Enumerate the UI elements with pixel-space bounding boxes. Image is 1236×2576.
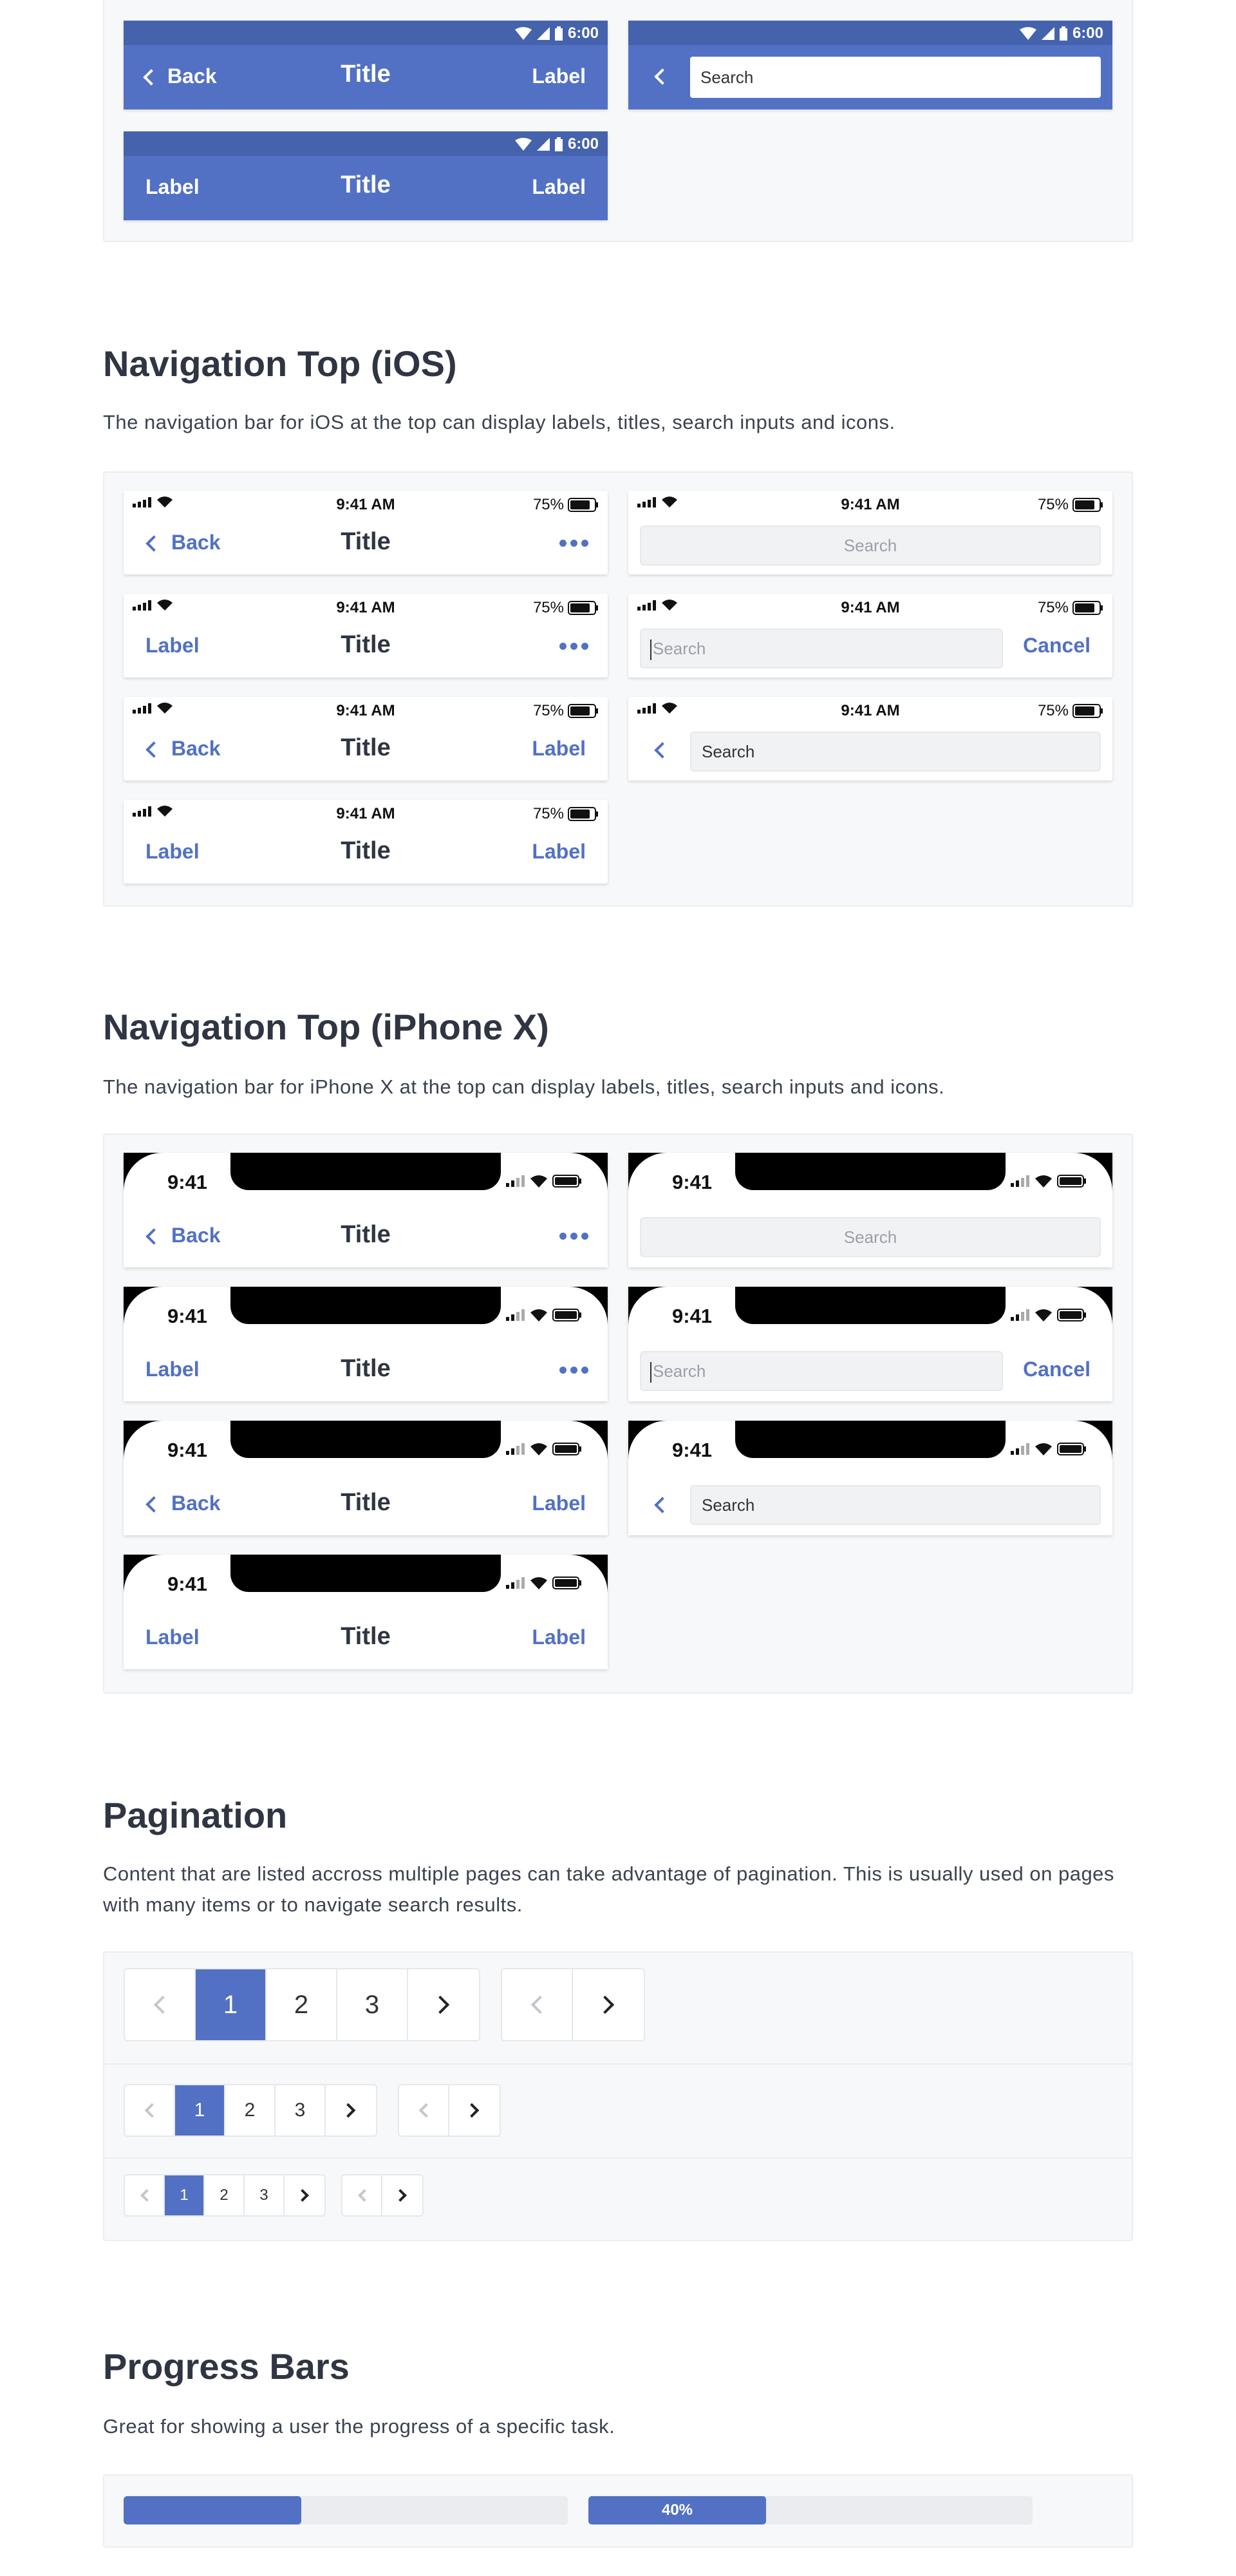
signal-bars-icon	[1011, 1309, 1030, 1321]
page-button[interactable]	[225, 2085, 276, 2136]
status-time: 9:41	[167, 1171, 208, 1193]
pagination-numbered	[124, 2084, 377, 2137]
signal-bars-icon	[1011, 1175, 1030, 1187]
right-label-button[interactable]: Label	[532, 737, 586, 760]
status-time: 9:41	[672, 1305, 713, 1327]
signal-icon	[537, 27, 550, 40]
ios-nav-bar	[628, 594, 1112, 677]
prev-page-button[interactable]	[125, 2085, 175, 2136]
page-button[interactable]	[165, 2175, 205, 2215]
chevron-right-icon	[431, 1996, 449, 2014]
right-label-button[interactable]: Label	[532, 1492, 586, 1515]
more-icon[interactable]	[559, 1367, 588, 1374]
page-button[interactable]	[205, 2175, 245, 2215]
progress-fill: 40%	[588, 2496, 766, 2524]
status-time: 9:41	[167, 1573, 208, 1595]
right-label-button[interactable]: Label	[532, 840, 586, 863]
right-label-button[interactable]: Label	[532, 64, 586, 88]
chevron-left-icon	[531, 1996, 549, 2014]
back-label: Back	[171, 531, 221, 554]
left-label-button[interactable]: Label	[145, 634, 200, 657]
back-label: Back	[171, 1224, 221, 1247]
battery-icon	[552, 1175, 582, 1188]
android-status-bar	[628, 21, 1112, 45]
page-button[interactable]	[175, 2085, 225, 2136]
section-title-ios: Navigation Top (iOS)	[103, 343, 457, 384]
wifi-icon	[515, 27, 532, 40]
signal-bars-icon	[1011, 1443, 1030, 1455]
cancel-button[interactable]: Cancel	[1023, 1358, 1091, 1381]
status-time: 9:41	[167, 1305, 208, 1327]
status-time: 6:00	[567, 24, 599, 42]
search-input[interactable]: Search	[640, 1217, 1101, 1257]
page-number: 3	[294, 2099, 306, 2121]
notch	[230, 1555, 501, 1592]
ios-nav-bar	[628, 491, 1112, 574]
wifi-icon	[1020, 27, 1036, 40]
page-number: 1	[180, 2186, 189, 2204]
wifi-icon	[1035, 1443, 1052, 1455]
prev-page-button[interactable]	[399, 2085, 449, 2136]
status-time: 9:41 AM	[336, 496, 395, 513]
chevron-right-icon	[596, 1996, 614, 2014]
prev-page-button[interactable]	[125, 1969, 196, 2040]
android-status-bar	[124, 131, 608, 156]
nav-title: Title	[341, 1489, 391, 1516]
android-nav-bar-labels	[124, 131, 608, 220]
battery-icon	[1072, 498, 1103, 512]
notch	[230, 1421, 501, 1458]
nav-title: Title	[341, 528, 391, 555]
nav-title: Title	[341, 171, 391, 198]
status-time: 9:41 AM	[336, 805, 395, 822]
left-label-button[interactable]: Label	[145, 840, 200, 863]
wifi-icon	[530, 1309, 547, 1321]
battery-icon	[1057, 1443, 1087, 1455]
signal-icon	[537, 138, 550, 151]
cancel-button[interactable]: Cancel	[1023, 634, 1091, 657]
next-page-button[interactable]	[449, 2085, 500, 2136]
pagination-arrows	[398, 2084, 501, 2137]
page-number: 3	[259, 2186, 268, 2204]
battery-icon	[568, 807, 599, 821]
left-label-button[interactable]: Label	[145, 1358, 200, 1381]
notch	[230, 1287, 501, 1324]
chevron-left-icon	[358, 2189, 371, 2202]
battery-icon	[1057, 1309, 1087, 1321]
divider	[104, 2157, 1132, 2159]
iphonex-nav-bar	[124, 1153, 608, 1267]
section-title-progress: Progress Bars	[103, 2346, 350, 2387]
battery-icon	[1072, 704, 1103, 718]
android-status-bar	[124, 21, 608, 45]
wifi-icon	[530, 1577, 547, 1589]
page-number: 1	[223, 1990, 238, 2019]
status-icons	[506, 1175, 582, 1188]
status-icons	[1011, 1309, 1087, 1321]
chevron-left-icon	[140, 2189, 153, 2202]
page-number: 2	[294, 1990, 309, 2019]
search-input[interactable]: Search	[690, 57, 1101, 98]
page-number: 2	[220, 2186, 229, 2204]
status-time: 9:41 AM	[841, 702, 900, 719]
back-chevron-icon[interactable]	[654, 68, 670, 84]
pagination-arrows	[341, 2174, 424, 2217]
signal-bars-icon	[506, 1443, 525, 1455]
status-time: 6:00	[1072, 24, 1103, 42]
battery-group	[1038, 496, 1103, 514]
nav-title: Title	[341, 61, 391, 88]
notch	[230, 1153, 501, 1190]
more-icon[interactable]	[559, 643, 588, 650]
android-nav-bar-back	[124, 21, 608, 109]
iphonex-nav-bar	[628, 1153, 1112, 1267]
page-button[interactable]	[267, 1969, 337, 2040]
status-time: 9:41	[672, 1171, 713, 1193]
left-label-button[interactable]: Label	[145, 175, 200, 198]
section-title-pagination: Pagination	[103, 1795, 288, 1835]
iphonex-nav-bar	[628, 1287, 1112, 1401]
battery-percent: 75%	[532, 702, 564, 719]
back-label: Back	[167, 64, 217, 88]
notch	[735, 1421, 1006, 1458]
next-page-button[interactable]	[573, 1969, 644, 2040]
next-page-button[interactable]	[326, 2085, 376, 2136]
pagination-arrows	[501, 1968, 645, 2041]
pagination-numbered	[124, 2174, 326, 2217]
iphonex-nav-bar	[124, 1555, 608, 1669]
page-number: 2	[244, 2099, 256, 2121]
nav-title: Title	[341, 837, 391, 864]
status-icons	[506, 1309, 582, 1321]
search-input[interactable]	[640, 629, 1003, 668]
signal-icon	[1042, 27, 1054, 40]
battery-icon	[555, 137, 563, 151]
status-time: 9:41 AM	[841, 496, 900, 513]
signal-bars-icon	[506, 1175, 525, 1187]
page-button[interactable]	[276, 2085, 326, 2136]
progress-bar-plain	[124, 2496, 568, 2524]
search-input[interactable]: Search	[640, 526, 1101, 565]
page-button[interactable]	[337, 1969, 408, 2040]
page-number: 3	[364, 1990, 380, 2019]
battery-icon	[1057, 1175, 1087, 1188]
battery-percent: 75%	[1037, 599, 1069, 616]
iphonex-nav-bar	[124, 1421, 608, 1535]
more-icon[interactable]	[559, 540, 588, 547]
status-time: 6:00	[567, 135, 599, 153]
chevron-left-icon	[145, 2103, 160, 2118]
notch	[735, 1287, 1006, 1324]
android-nav-bar-search	[628, 21, 1112, 109]
right-label-button[interactable]: Label	[532, 175, 586, 198]
status-time: 9:41	[167, 1439, 208, 1461]
section-desc-ios: The navigation bar for iOS at the top can display labels, titles, search inputs and icons.	[103, 411, 895, 433]
signal-bars-icon	[506, 1577, 525, 1589]
section-title-iphonex: Navigation Top (iPhone X)	[103, 1007, 549, 1047]
battery-icon	[568, 601, 599, 615]
chevron-right-icon	[341, 2103, 356, 2118]
nav-title: Title	[341, 1221, 391, 1248]
status-time: 9:41	[672, 1439, 713, 1461]
wifi-icon	[530, 1443, 547, 1455]
next-page-button[interactable]	[408, 1969, 479, 2040]
status-time: 9:41 AM	[336, 702, 395, 719]
section-desc-progress: Great for showing a user the progress of a specific task.	[103, 2415, 615, 2438]
section-desc-iphonex: The navigation bar for iPhone X at the top can display labels, titles, search inputs and icons.	[103, 1075, 945, 1098]
search-input[interactable]: Search	[690, 732, 1101, 772]
next-page-button[interactable]	[285, 2175, 324, 2215]
divider	[104, 2063, 1132, 2065]
ios-nav-bar	[628, 697, 1112, 781]
battery-icon	[555, 26, 563, 41]
more-icon[interactable]	[559, 1233, 588, 1240]
ios-nav-bar	[124, 594, 608, 677]
search-input[interactable]	[640, 1351, 1003, 1391]
nav-title: Title	[341, 734, 391, 761]
progress-fill	[124, 2496, 301, 2524]
signal-bars-icon	[506, 1309, 525, 1321]
iphonex-nav-bar	[628, 1421, 1112, 1535]
status-icons	[506, 1577, 582, 1589]
ios-nav-bar	[124, 697, 608, 781]
battery-percent: 75%	[1037, 702, 1069, 719]
page-button[interactable]	[245, 2175, 285, 2215]
battery-icon	[1072, 601, 1103, 615]
battery-icon	[568, 704, 599, 718]
search-placeholder: Search	[653, 639, 706, 658]
iphonex-nav-bar	[124, 1287, 608, 1401]
pagination-numbered	[124, 1968, 480, 2041]
prev-page-button[interactable]	[125, 2175, 165, 2215]
chevron-right-icon	[296, 2189, 309, 2202]
nav-title: Title	[341, 631, 391, 658]
nav-title: Title	[341, 1355, 391, 1382]
status-icons	[1011, 1175, 1087, 1188]
prev-page-button[interactable]	[502, 1969, 573, 2040]
back-label: Back	[171, 737, 221, 760]
battery-group	[1038, 599, 1103, 617]
right-label-button[interactable]: Label	[532, 1625, 586, 1649]
battery-percent: 75%	[532, 805, 564, 822]
back-label: Back	[171, 1492, 221, 1515]
battery-percent: 75%	[532, 599, 564, 616]
text-cursor	[650, 639, 651, 660]
chevron-left-icon	[154, 1996, 172, 2014]
search-placeholder: Search	[653, 1361, 706, 1381]
wifi-icon	[515, 138, 532, 151]
text-cursor	[650, 1362, 651, 1383]
battery-group	[533, 496, 599, 514]
section-desc-pagination: Content that are listed accross multiple pages can take advantage of pagination. This is usually used on pages with many items or to navigate search results.	[103, 1862, 1114, 1916]
status-time: 9:41 AM	[841, 599, 900, 616]
prev-page-button[interactable]	[342, 2175, 382, 2215]
wifi-icon	[530, 1175, 547, 1188]
status-time: 9:41 AM	[336, 599, 395, 616]
battery-group	[533, 702, 599, 720]
left-label-button[interactable]: Label	[145, 1625, 200, 1649]
battery-group	[1038, 702, 1103, 720]
page-button[interactable]	[196, 1969, 267, 2040]
battery-icon	[552, 1443, 582, 1455]
battery-icon	[1060, 26, 1067, 41]
chevron-right-icon	[394, 2189, 407, 2202]
wifi-icon	[1035, 1175, 1052, 1188]
battery-icon	[568, 498, 599, 512]
battery-group	[533, 805, 599, 823]
ios-nav-bar	[124, 800, 608, 884]
search-input[interactable]: Search	[690, 1485, 1101, 1525]
chevron-left-icon	[419, 2103, 434, 2118]
chevron-right-icon	[465, 2103, 480, 2118]
battery-percent: 75%	[532, 496, 564, 513]
progress-bar-labeled	[588, 2496, 1033, 2524]
notch	[735, 1153, 1006, 1190]
status-icons	[1011, 1443, 1087, 1455]
page-number: 1	[194, 2099, 205, 2121]
battery-icon	[552, 1577, 582, 1589]
wifi-icon	[1035, 1309, 1052, 1321]
battery-group	[533, 599, 599, 617]
battery-percent: 75%	[1037, 496, 1069, 513]
nav-title: Title	[341, 1623, 391, 1650]
battery-icon	[552, 1309, 582, 1321]
next-page-button[interactable]	[382, 2175, 422, 2215]
ios-nav-bar	[124, 491, 608, 574]
status-icons	[506, 1443, 582, 1455]
back-chevron-icon[interactable]	[654, 742, 670, 758]
